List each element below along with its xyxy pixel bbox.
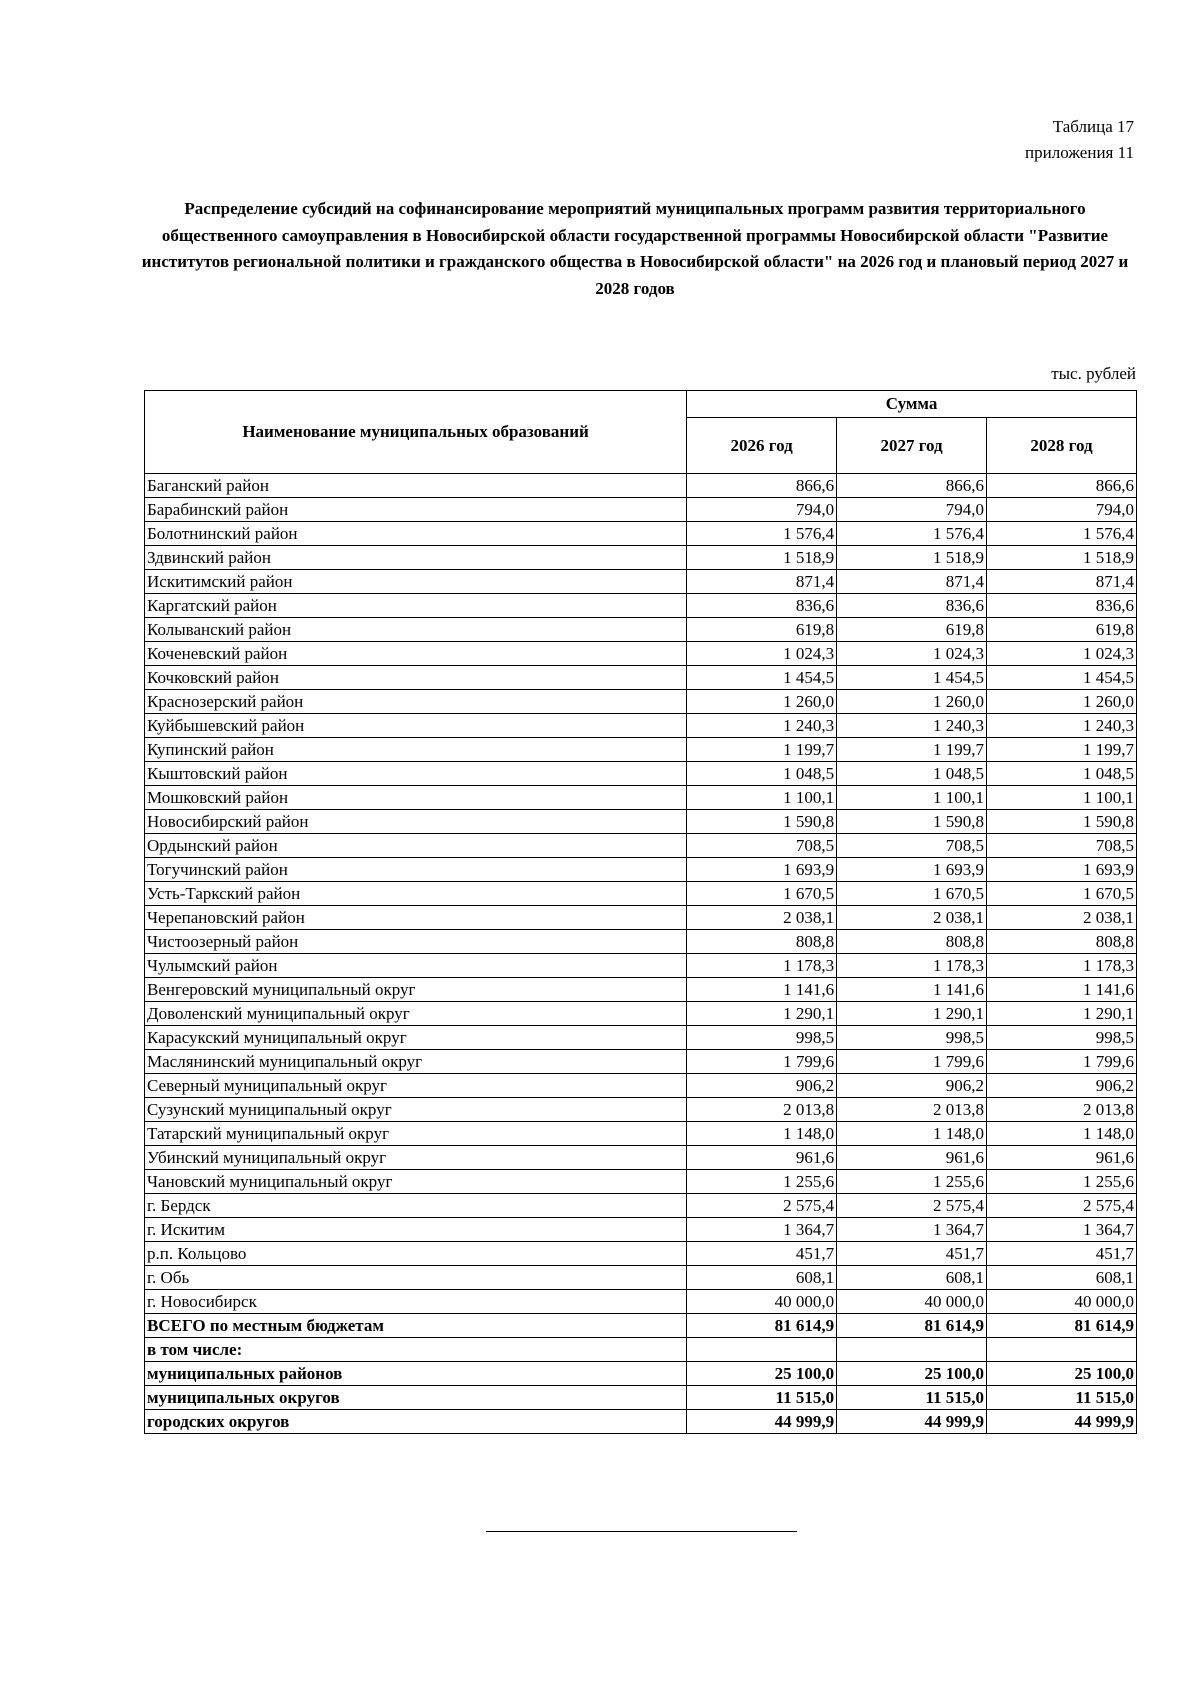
table-row bbox=[145, 786, 1137, 810]
municipality-name: Карасукский муниципальный округ bbox=[145, 1026, 687, 1050]
municipality-name: муниципальных районов bbox=[145, 1362, 687, 1386]
amount-2028: 1 693,9 bbox=[987, 858, 1137, 882]
municipality-name: г. Бердск bbox=[145, 1194, 687, 1218]
amount-2026: 998,5 bbox=[687, 1026, 837, 1050]
amount-2027: 1 576,4 bbox=[837, 522, 987, 546]
table-row bbox=[145, 1098, 1137, 1122]
amount-2028: 81 614,9 bbox=[987, 1314, 1137, 1338]
amount-2026: 808,8 bbox=[687, 930, 837, 954]
table-row bbox=[145, 1290, 1137, 1314]
municipality-name: Ордынский район bbox=[145, 834, 687, 858]
municipality-name: Чановский муниципальный округ bbox=[145, 1170, 687, 1194]
amount-2026: 44 999,9 bbox=[687, 1410, 837, 1434]
amount-2026: 1 670,5 bbox=[687, 882, 837, 906]
amount-2027: 44 999,9 bbox=[837, 1410, 987, 1434]
amount-2028: 25 100,0 bbox=[987, 1362, 1137, 1386]
amount-2028: 708,5 bbox=[987, 834, 1137, 858]
table-row bbox=[145, 570, 1137, 594]
amount-2028: 2 575,4 bbox=[987, 1194, 1137, 1218]
table-row bbox=[145, 498, 1137, 522]
amount-2027: 1 290,1 bbox=[837, 1002, 987, 1026]
amount-2026: 1 290,1 bbox=[687, 1002, 837, 1026]
amount-2028 bbox=[987, 1338, 1137, 1362]
table-row bbox=[145, 1074, 1137, 1098]
municipality-name: Болотнинский район bbox=[145, 522, 687, 546]
amount-2026 bbox=[687, 1338, 837, 1362]
amount-2027: 11 515,0 bbox=[837, 1386, 987, 1410]
municipality-name: Венгеровский муниципальный округ bbox=[145, 978, 687, 1002]
total-row bbox=[145, 1362, 1137, 1386]
amount-2028: 1 199,7 bbox=[987, 738, 1137, 762]
table-row bbox=[145, 834, 1137, 858]
municipality-name: Мошковский район bbox=[145, 786, 687, 810]
amount-2028: 1 048,5 bbox=[987, 762, 1137, 786]
municipality-name: Чистоозерный район bbox=[145, 930, 687, 954]
table-row bbox=[145, 1002, 1137, 1026]
amount-2026: 451,7 bbox=[687, 1242, 837, 1266]
total-row bbox=[145, 1338, 1137, 1362]
amount-2028: 1 518,9 bbox=[987, 546, 1137, 570]
amount-2027: 1 693,9 bbox=[837, 858, 987, 882]
amount-2026: 794,0 bbox=[687, 498, 837, 522]
amount-2028: 871,4 bbox=[987, 570, 1137, 594]
amount-2027: 961,6 bbox=[837, 1146, 987, 1170]
amount-2027: 1 141,6 bbox=[837, 978, 987, 1002]
table-row bbox=[145, 738, 1137, 762]
amount-2027: 1 670,5 bbox=[837, 882, 987, 906]
municipality-name: Барабинский район bbox=[145, 498, 687, 522]
municipality-name: Тогучинский район bbox=[145, 858, 687, 882]
amount-2027: 40 000,0 bbox=[837, 1290, 987, 1314]
amount-2027: 1 454,5 bbox=[837, 666, 987, 690]
appendix-number: приложения 11 bbox=[1025, 143, 1134, 162]
amount-2026: 1 100,1 bbox=[687, 786, 837, 810]
amount-2027 bbox=[837, 1338, 987, 1362]
amount-2027: 906,2 bbox=[837, 1074, 987, 1098]
amount-2028: 1 255,6 bbox=[987, 1170, 1137, 1194]
amount-2026: 1 799,6 bbox=[687, 1050, 837, 1074]
amount-2027: 2 575,4 bbox=[837, 1194, 987, 1218]
units-label: тыс. рублей bbox=[1051, 364, 1136, 383]
amount-2028: 906,2 bbox=[987, 1074, 1137, 1098]
amount-2027: 1 148,0 bbox=[837, 1122, 987, 1146]
amount-2028: 11 515,0 bbox=[987, 1386, 1137, 1410]
amount-2026: 1 141,6 bbox=[687, 978, 837, 1002]
amount-2027: 866,6 bbox=[837, 474, 987, 498]
municipality-name: Каргатский район bbox=[145, 594, 687, 618]
amount-2028: 451,7 bbox=[987, 1242, 1137, 1266]
municipality-name: Северный муниципальный округ bbox=[145, 1074, 687, 1098]
document-title: Распределение субсидий на софинансирование мероприятий муниципальных программ развития территориального общественного самоуправления в Новосибирской области государственной программы Новосибирской области "Развитие институтов региональной политики и гражданского общества в Новосибирской области" на 2026 год и плановый период 2027 и 2028 годов bbox=[141, 199, 1129, 298]
subsidy-table bbox=[144, 390, 1137, 1434]
municipality-name: г. Новосибирск bbox=[145, 1290, 687, 1314]
municipality-name: Доволенский муниципальный округ bbox=[145, 1002, 687, 1026]
amount-2026: 608,1 bbox=[687, 1266, 837, 1290]
amount-2028: 2 013,8 bbox=[987, 1098, 1137, 1122]
table-number: Таблица 17 bbox=[1052, 117, 1134, 136]
municipality-name: Колыванский район bbox=[145, 618, 687, 642]
amount-2027: 836,6 bbox=[837, 594, 987, 618]
amount-2027: 1 518,9 bbox=[837, 546, 987, 570]
total-row bbox=[145, 1410, 1137, 1434]
municipality-name: муниципальных округов bbox=[145, 1386, 687, 1410]
amount-2026: 1 048,5 bbox=[687, 762, 837, 786]
municipality-name: Усть-Таркский район bbox=[145, 882, 687, 906]
amount-2028: 44 999,9 bbox=[987, 1410, 1137, 1434]
municipality-name: Баганский район bbox=[145, 474, 687, 498]
amount-2027: 1 100,1 bbox=[837, 786, 987, 810]
amount-2027: 608,1 bbox=[837, 1266, 987, 1290]
table-row bbox=[145, 474, 1137, 498]
table-row bbox=[145, 1242, 1137, 1266]
amount-2026: 1 576,4 bbox=[687, 522, 837, 546]
amount-2028: 961,6 bbox=[987, 1146, 1137, 1170]
municipality-name: Кыштовский район bbox=[145, 762, 687, 786]
amount-2026: 1 364,7 bbox=[687, 1218, 837, 1242]
amount-2028: 1 590,8 bbox=[987, 810, 1137, 834]
amount-2027: 1 199,7 bbox=[837, 738, 987, 762]
amount-2026: 2 038,1 bbox=[687, 906, 837, 930]
amount-2027: 1 178,3 bbox=[837, 954, 987, 978]
amount-2028: 866,6 bbox=[987, 474, 1137, 498]
amount-2026: 25 100,0 bbox=[687, 1362, 837, 1386]
amount-2027: 451,7 bbox=[837, 1242, 987, 1266]
amount-2028: 1 576,4 bbox=[987, 522, 1137, 546]
amount-2028: 1 799,6 bbox=[987, 1050, 1137, 1074]
amount-2026: 1 240,3 bbox=[687, 714, 837, 738]
amount-2026: 2 013,8 bbox=[687, 1098, 837, 1122]
total-row bbox=[145, 1314, 1137, 1338]
amount-2027: 1 799,6 bbox=[837, 1050, 987, 1074]
amount-2027: 1 255,6 bbox=[837, 1170, 987, 1194]
amount-2026: 708,5 bbox=[687, 834, 837, 858]
amount-2028: 1 364,7 bbox=[987, 1218, 1137, 1242]
amount-2026: 1 260,0 bbox=[687, 690, 837, 714]
table-row bbox=[145, 546, 1137, 570]
table-row bbox=[145, 1146, 1137, 1170]
amount-2028: 1 670,5 bbox=[987, 882, 1137, 906]
amount-2026: 81 614,9 bbox=[687, 1314, 837, 1338]
end-divider bbox=[486, 1531, 797, 1532]
municipality-name: р.п. Кольцово bbox=[145, 1242, 687, 1266]
header-name: Наименование муниципальных образований bbox=[145, 391, 687, 474]
municipality-name: Татарский муниципальный округ bbox=[145, 1122, 687, 1146]
amount-2026: 1 590,8 bbox=[687, 810, 837, 834]
amount-2028: 794,0 bbox=[987, 498, 1137, 522]
table-row bbox=[145, 978, 1137, 1002]
table-row bbox=[145, 762, 1137, 786]
amount-2027: 25 100,0 bbox=[837, 1362, 987, 1386]
header-year-2027: 2027 год bbox=[837, 418, 987, 474]
table-row bbox=[145, 1218, 1137, 1242]
municipality-name: Купинский район bbox=[145, 738, 687, 762]
amount-2026: 40 000,0 bbox=[687, 1290, 837, 1314]
amount-2026: 1 024,3 bbox=[687, 642, 837, 666]
amount-2026: 11 515,0 bbox=[687, 1386, 837, 1410]
amount-2026: 1 693,9 bbox=[687, 858, 837, 882]
amount-2028: 1 290,1 bbox=[987, 1002, 1137, 1026]
table-row bbox=[145, 1266, 1137, 1290]
municipality-name: Куйбышевский район bbox=[145, 714, 687, 738]
amount-2028: 1 024,3 bbox=[987, 642, 1137, 666]
amount-2028: 1 148,0 bbox=[987, 1122, 1137, 1146]
amount-2026: 1 199,7 bbox=[687, 738, 837, 762]
amount-2028: 608,1 bbox=[987, 1266, 1137, 1290]
header-year-2028: 2028 год bbox=[987, 418, 1137, 474]
municipality-name: Маслянинский муниципальный округ bbox=[145, 1050, 687, 1074]
amount-2028: 1 100,1 bbox=[987, 786, 1137, 810]
amount-2027: 871,4 bbox=[837, 570, 987, 594]
municipality-name: Сузунский муниципальный округ bbox=[145, 1098, 687, 1122]
amount-2028: 836,6 bbox=[987, 594, 1137, 618]
amount-2026: 871,4 bbox=[687, 570, 837, 594]
amount-2028: 619,8 bbox=[987, 618, 1137, 642]
amount-2027: 998,5 bbox=[837, 1026, 987, 1050]
amount-2027: 619,8 bbox=[837, 618, 987, 642]
table-row bbox=[145, 714, 1137, 738]
table-row bbox=[145, 594, 1137, 618]
amount-2026: 836,6 bbox=[687, 594, 837, 618]
municipality-name: в том числе: bbox=[145, 1338, 687, 1362]
table-row bbox=[145, 810, 1137, 834]
table-row bbox=[145, 666, 1137, 690]
municipality-name: Черепановский район bbox=[145, 906, 687, 930]
municipality-name: Чулымский район bbox=[145, 954, 687, 978]
amount-2026: 1 178,3 bbox=[687, 954, 837, 978]
amount-2027: 1 260,0 bbox=[837, 690, 987, 714]
amount-2026: 866,6 bbox=[687, 474, 837, 498]
table-row bbox=[145, 618, 1137, 642]
table-row bbox=[145, 1170, 1137, 1194]
table-row bbox=[145, 954, 1137, 978]
amount-2026: 961,6 bbox=[687, 1146, 837, 1170]
amount-2028: 1 178,3 bbox=[987, 954, 1137, 978]
amount-2027: 1 024,3 bbox=[837, 642, 987, 666]
municipality-name: г. Искитим bbox=[145, 1218, 687, 1242]
amount-2027: 1 048,5 bbox=[837, 762, 987, 786]
municipality-name: Кочковский район bbox=[145, 666, 687, 690]
amount-2027: 2 013,8 bbox=[837, 1098, 987, 1122]
amount-2028: 1 141,6 bbox=[987, 978, 1137, 1002]
table-row bbox=[145, 906, 1137, 930]
municipality-name: Коченевский район bbox=[145, 642, 687, 666]
municipality-name: Убинский муниципальный округ bbox=[145, 1146, 687, 1170]
amount-2028: 1 260,0 bbox=[987, 690, 1137, 714]
municipality-name: Здвинский район bbox=[145, 546, 687, 570]
amount-2027: 2 038,1 bbox=[837, 906, 987, 930]
amount-2026: 906,2 bbox=[687, 1074, 837, 1098]
municipality-name: г. Обь bbox=[145, 1266, 687, 1290]
amount-2027: 1 240,3 bbox=[837, 714, 987, 738]
municipality-name: Краснозерский район bbox=[145, 690, 687, 714]
amount-2028: 1 454,5 bbox=[987, 666, 1137, 690]
amount-2028: 40 000,0 bbox=[987, 1290, 1137, 1314]
amount-2028: 998,5 bbox=[987, 1026, 1137, 1050]
table-row bbox=[145, 642, 1137, 666]
table-row bbox=[145, 690, 1137, 714]
municipality-name: городских округов bbox=[145, 1410, 687, 1434]
table-row bbox=[145, 930, 1137, 954]
municipality-name: Новосибирский район bbox=[145, 810, 687, 834]
table-row bbox=[145, 522, 1137, 546]
amount-2027: 708,5 bbox=[837, 834, 987, 858]
amount-2028: 2 038,1 bbox=[987, 906, 1137, 930]
amount-2027: 794,0 bbox=[837, 498, 987, 522]
total-row bbox=[145, 1386, 1137, 1410]
amount-2027: 81 614,9 bbox=[837, 1314, 987, 1338]
table-row bbox=[145, 1194, 1137, 1218]
header-year-2026: 2026 год bbox=[687, 418, 837, 474]
table-row bbox=[145, 858, 1137, 882]
amount-2026: 1 518,9 bbox=[687, 546, 837, 570]
table-row bbox=[145, 1026, 1137, 1050]
amount-2026: 1 454,5 bbox=[687, 666, 837, 690]
amount-2027: 1 364,7 bbox=[837, 1218, 987, 1242]
amount-2026: 619,8 bbox=[687, 618, 837, 642]
amount-2026: 1 148,0 bbox=[687, 1122, 837, 1146]
municipality-name: ВСЕГО по местным бюджетам bbox=[145, 1314, 687, 1338]
amount-2026: 1 255,6 bbox=[687, 1170, 837, 1194]
header-sum: Сумма bbox=[687, 391, 1137, 418]
municipality-name: Искитимский район bbox=[145, 570, 687, 594]
table-row bbox=[145, 882, 1137, 906]
amount-2027: 1 590,8 bbox=[837, 810, 987, 834]
table-row bbox=[145, 1050, 1137, 1074]
amount-2028: 1 240,3 bbox=[987, 714, 1137, 738]
amount-2028: 808,8 bbox=[987, 930, 1137, 954]
amount-2027: 808,8 bbox=[837, 930, 987, 954]
amount-2026: 2 575,4 bbox=[687, 1194, 837, 1218]
table-row bbox=[145, 1122, 1137, 1146]
